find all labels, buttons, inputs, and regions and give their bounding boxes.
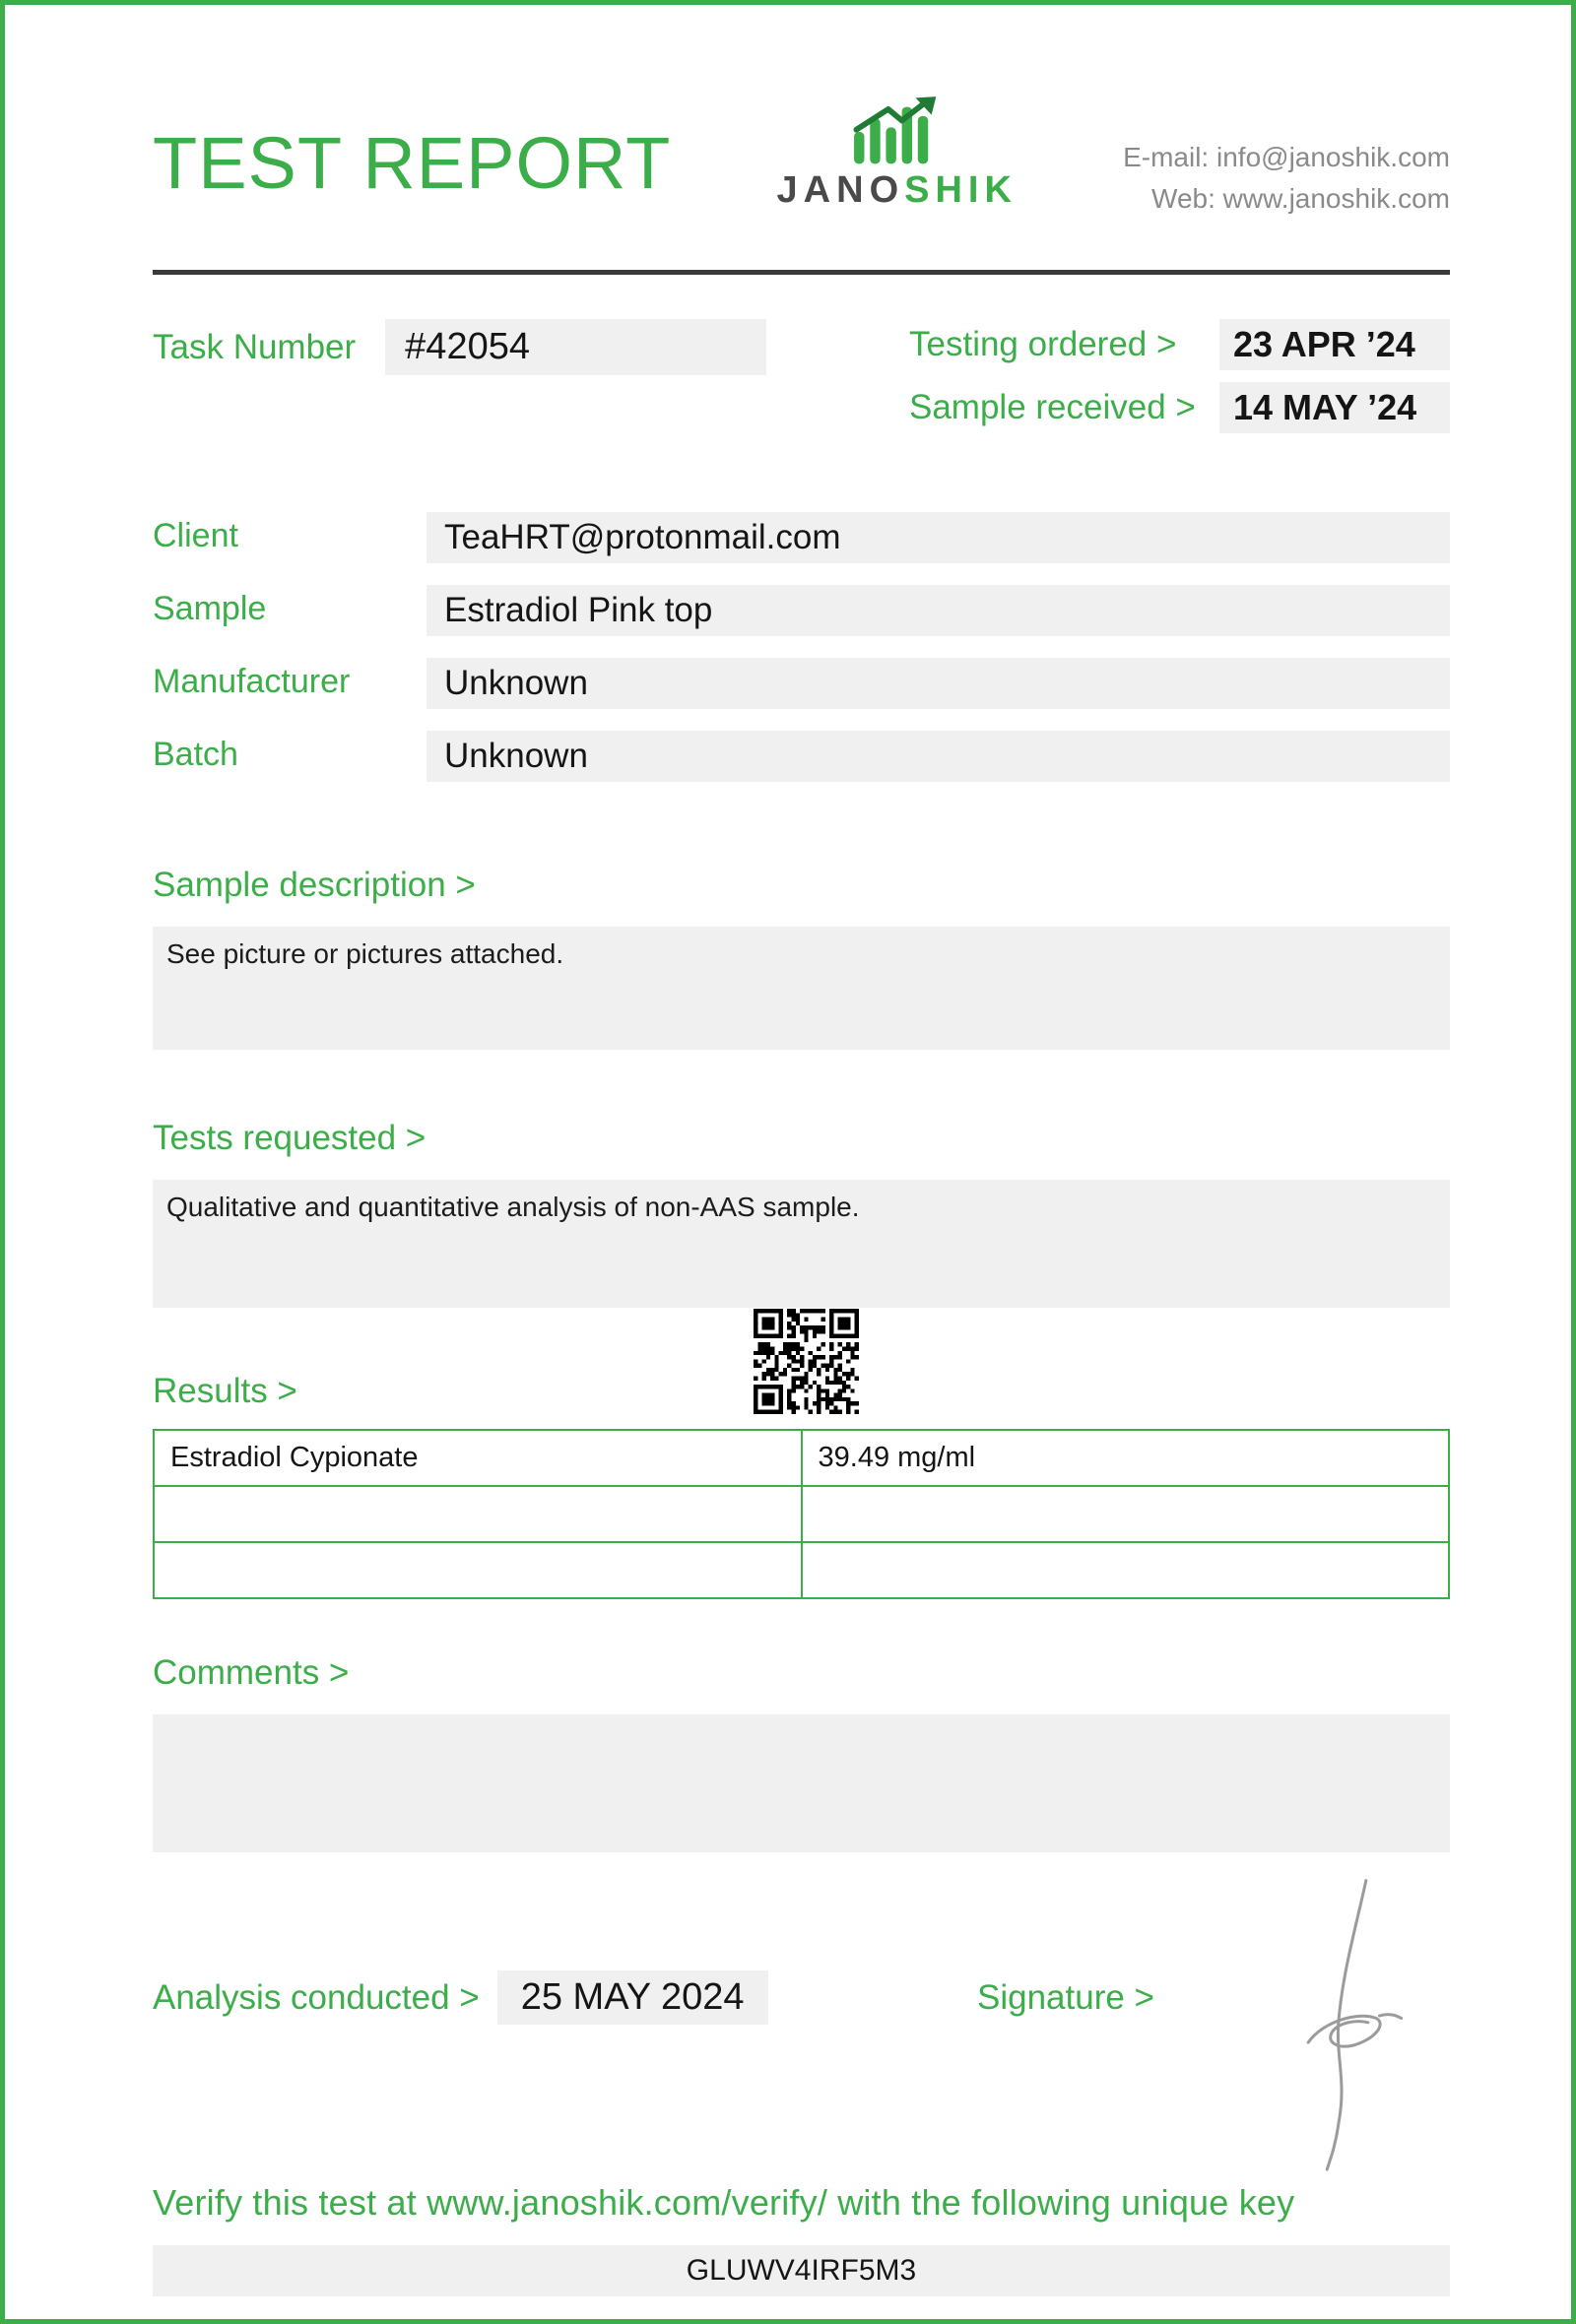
batch-value: Unknown: [427, 731, 1450, 782]
dates-group: [909, 319, 1450, 433]
sample-received-value: 14 MAY ’24: [1219, 382, 1450, 433]
tests-requested-section: [153, 1119, 1450, 1308]
sample-received-row: [909, 382, 1450, 433]
web-value: www.janoshik.com: [1222, 183, 1450, 214]
sample-description-label: Sample description >: [153, 866, 476, 904]
result-value-cell: 39.49 mg/ml: [802, 1430, 1450, 1486]
comments-box: [153, 1714, 1450, 1852]
report-header: [153, 123, 1450, 246]
verify-key: GLUWV4IRF5M3: [153, 2245, 1450, 2296]
page-title: TEST REPORT: [153, 122, 672, 204]
detail-row-sample: [153, 585, 1450, 636]
result-row: [154, 1542, 1449, 1598]
task-number-group: [153, 319, 766, 375]
contact-web-line: [1123, 178, 1450, 220]
result-substance-cell: [154, 1542, 802, 1598]
comments-label: Comments >: [153, 1653, 350, 1692]
qr-code-icon: [754, 1309, 859, 1414]
bottom-row: [153, 1970, 1450, 2025]
signature-image: [1278, 1872, 1425, 2177]
tests-requested-box: Qualitative and quantitative analysis of non-AAS sample.: [153, 1180, 1450, 1308]
client-label: Client: [153, 517, 238, 554]
logo-shik: SHIK: [904, 169, 1018, 211]
results-label: Results >: [153, 1372, 297, 1410]
manufacturer-value: Unknown: [427, 658, 1450, 709]
signature-label: Signature >: [977, 1977, 1154, 2017]
testing-ordered-label: Testing ordered >: [909, 325, 1177, 363]
report-content: [5, 5, 1571, 2296]
results-table: [153, 1429, 1450, 1599]
sample-description-box: See picture or pictures attached.: [153, 927, 1450, 1050]
contact-block: [1123, 137, 1450, 220]
task-row: [153, 319, 1450, 433]
sample-description-section: [153, 866, 1450, 1050]
detail-row-batch: [153, 731, 1450, 782]
comments-section: [153, 1653, 1450, 1852]
logo-jano: JANO: [776, 169, 905, 211]
email-label: E-mail:: [1123, 142, 1210, 172]
result-row: [154, 1486, 1449, 1542]
sample-value: Estradiol Pink top: [427, 585, 1450, 636]
batch-label: Batch: [153, 736, 238, 773]
contact-email-line: [1123, 137, 1450, 178]
verify-text: Verify this test at www.janoshik.com/verify/ with the following unique key: [153, 2182, 1295, 2223]
analysis-conducted-value: 25 MAY 2024: [497, 1970, 768, 2025]
result-value-cell: [802, 1486, 1450, 1542]
result-substance-cell: Estradiol Cypionate: [154, 1430, 802, 1486]
header-divider: [153, 270, 1450, 275]
detail-row-client: [153, 512, 1450, 563]
result-value-cell: [802, 1542, 1450, 1598]
client-value: TeaHRT@protonmail.com: [427, 512, 1450, 563]
testing-ordered-row: [909, 319, 1450, 370]
task-number-value: #42054: [385, 319, 766, 375]
analysis-conducted-label: Analysis conducted >: [153, 1977, 480, 2017]
sample-label: Sample: [153, 590, 267, 627]
results-section: [153, 1372, 1450, 1599]
detail-row-manufacturer: [153, 658, 1450, 709]
analysis-group: [153, 1970, 768, 2025]
sample-received-label: Sample received >: [909, 388, 1196, 426]
janoshik-logo: [777, 96, 1018, 212]
manufacturer-label: Manufacturer: [153, 663, 351, 700]
web-label: Web:: [1151, 183, 1215, 214]
tests-requested-label: Tests requested >: [153, 1119, 427, 1157]
testing-ordered-value: 23 APR ’24: [1219, 319, 1450, 370]
logo-wordmark: [777, 169, 1018, 212]
result-substance-cell: [154, 1486, 802, 1542]
result-row: [154, 1430, 1449, 1486]
task-number-label: Task Number: [153, 327, 357, 366]
details-section: [153, 512, 1450, 782]
email-value: info@janoshik.com: [1216, 142, 1450, 172]
